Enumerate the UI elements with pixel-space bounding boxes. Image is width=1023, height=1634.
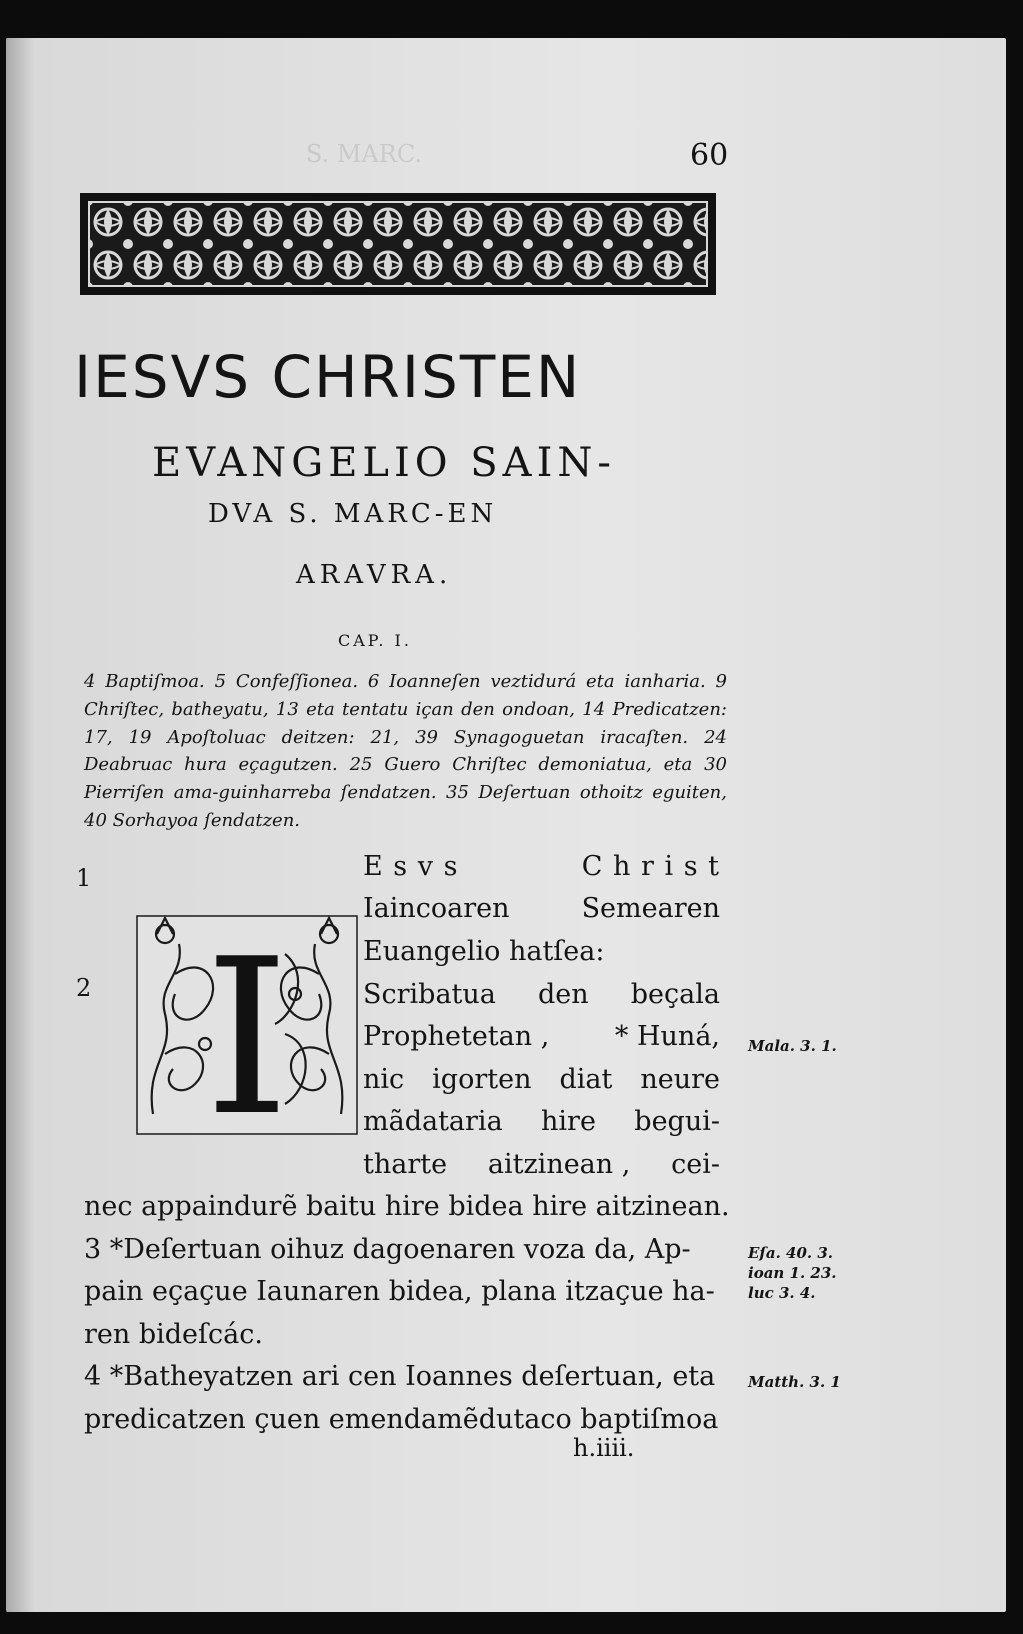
title-line-1: IESVS CHRISTEN xyxy=(74,343,582,411)
body-line-5: 4 *Batheyatzen ari cen Ioannes deſertuan, eta xyxy=(84,1361,716,1392)
text-line-beside-initial-6: nic igorten diat neure xyxy=(363,1064,720,1095)
text-line-beside-initial-4: Scribatua den beçala xyxy=(363,979,720,1010)
running-head-show-through: S. MARC. xyxy=(306,140,422,168)
margin-ref-mala: Mala. 3. 1. xyxy=(748,1037,837,1055)
text-line-beside-initial-8: tharte aitzinean , cei- xyxy=(363,1149,720,1180)
margin-ref-esa-1: Eſa. 40. 3. xyxy=(748,1244,834,1262)
title-line-4: ARAVRA. xyxy=(296,560,453,590)
book-page xyxy=(6,38,1006,1612)
decorated-initial xyxy=(135,914,359,1136)
margin-ref-esa-3: luc 3. 4. xyxy=(748,1284,816,1302)
text-line-beside-initial-5: Prophetetan , * Huná, xyxy=(363,1021,720,1052)
text-line-beside-initial-7: mãdataria hire begui- xyxy=(363,1106,720,1137)
drop-cap-letter: I xyxy=(204,914,290,1136)
verse-number-2: 2 xyxy=(76,974,92,1002)
body-line-1: nec appaindurẽ baitu hire bidea hire aitzinean. xyxy=(84,1191,730,1222)
verse-number-1: 1 xyxy=(76,864,92,892)
body-line-2: 3 *Deſertuan oihuz dagoenaren voza da, Ap- xyxy=(84,1234,691,1265)
text-line-beside-initial-3: Euangelio hatſea: xyxy=(363,936,605,967)
text-line-beside-initial-2: Iaincoaren Semearen xyxy=(363,893,720,924)
title-line-3: DVA S. MARC-EN xyxy=(208,499,498,529)
body-line-3: pain eçaçue Iaunaren bidea, plana itzaçue ha- xyxy=(84,1276,715,1307)
body-line-6: predicatzen çuen emendamẽdutaco baptiſmoa xyxy=(84,1404,719,1435)
page-number: 60 xyxy=(690,138,729,173)
margin-ref-esa-2: ioan 1. 23. xyxy=(748,1264,837,1282)
ornamental-headpiece xyxy=(80,193,716,295)
catchword: h.iiii. xyxy=(573,1434,635,1462)
title-line-2: EVANGELIO SAIN- xyxy=(152,440,616,486)
margin-ref-matth: Matth. 3. 1 xyxy=(748,1373,841,1391)
body-line-4: ren bideſcác. xyxy=(84,1319,263,1350)
text-line-beside-initial-1: E s v s C h r i s t xyxy=(363,851,720,882)
chapter-heading: CAP. I. xyxy=(338,631,412,650)
chapter-summary: 4 Baptiſmoa. 5 Confeſſionea. 6 Ioanneſen veztidurá eta ianharia. 9 Chriſtec, batheyatu, 13 eta tentatu içan den ondoan, 14 Predicatzen: 17, 19 Apoſtoluac deitzen: 21, 39 Synagoguetan iracaſten. 24 Deabruac hura eçagutzen. 25 Guero Chriſtec demoniatua, eta 30 Pierriſen ama-guinharreba ſendatzen. 35 Deſertuan othoitz eguiten, 40 Sorhayoa ſendatzen. xyxy=(84,671,727,831)
